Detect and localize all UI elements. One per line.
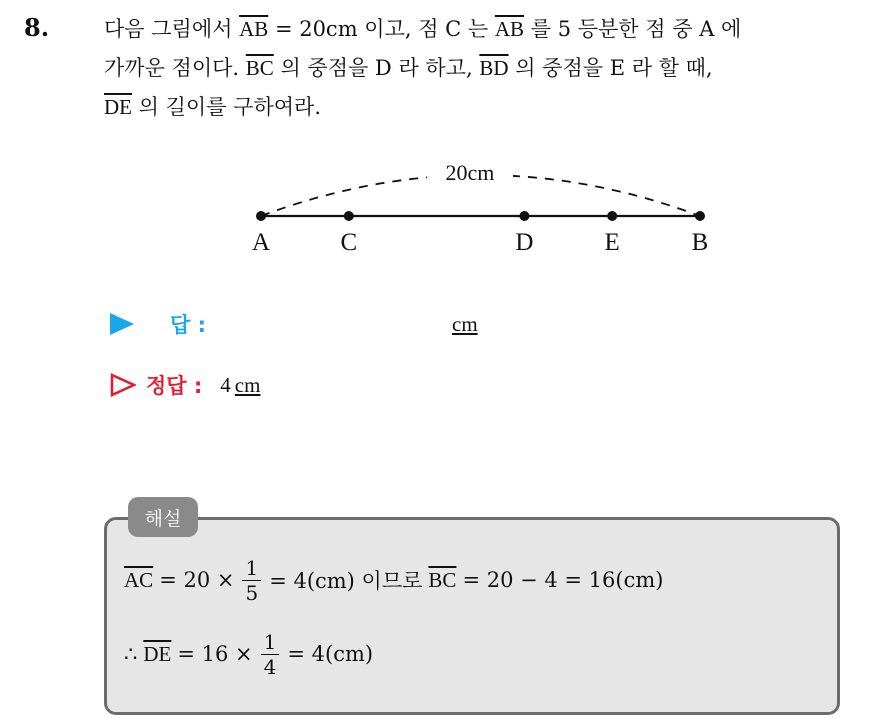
question-number: 8.	[24, 13, 50, 42]
correct-unit: cm	[234, 372, 261, 397]
question-text-part: 의 길이를 구하여라.	[132, 95, 321, 119]
correct-answer-value	[220, 373, 260, 398]
question-text-part: 가까운 점이다.	[104, 56, 246, 80]
question-text-part: 의 중점을 E 라 할 때,	[508, 56, 713, 80]
segment-figure	[0, 0, 884, 300]
segment-ab: $\overline{AB}$	[239, 17, 269, 41]
fraction-denominator: 4	[263, 654, 277, 679]
answer-row	[110, 309, 206, 339]
eq-text: = 20 − 4 = 16(cm)	[462, 568, 664, 592]
question-text-part: 의 중점을 D 라 하고,	[273, 56, 480, 80]
segment-bc: $\overline{BC}$	[245, 56, 274, 80]
fraction-numerator: 1	[242, 556, 261, 581]
correct-value: 4	[220, 372, 231, 397]
segment-bc: $\overline{BC}$	[428, 567, 457, 592]
segment-de: $\overline{DE}$	[104, 95, 132, 119]
point-b-dot	[695, 211, 705, 221]
point-d-dot	[519, 211, 529, 221]
fraction-denominator: 5	[245, 580, 259, 605]
length-label: 20cm	[445, 160, 495, 185]
segment-ac: $\overline{AC}$	[124, 567, 154, 592]
segment-ab: $\overline{AB}$	[494, 17, 525, 41]
eq-text: = 16 ×	[177, 642, 253, 666]
correct-answer-row	[110, 370, 260, 400]
outline-play-icon	[110, 373, 136, 397]
fraction-numerator: 1	[261, 630, 280, 655]
question-text-part: = 20cm 이고, 점 C 는	[268, 17, 495, 41]
explanation-line-2	[124, 622, 373, 686]
eq-text: = 4(cm) 이므로	[269, 569, 423, 593]
explanation-tab: 해설	[128, 497, 198, 537]
point-c-label: C	[340, 229, 358, 256]
point-c-dot	[344, 211, 354, 221]
question-text-part: 를 5 등분한 점 중 A 에	[524, 17, 742, 41]
point-d-label: D	[515, 229, 534, 256]
eq-text: = 4(cm)	[287, 642, 374, 666]
fraction-one-fifth	[242, 556, 261, 605]
answer-label: 답 :	[170, 313, 206, 337]
point-e-dot	[607, 211, 617, 221]
answer-blank-unit[interactable]: cm	[452, 312, 478, 336]
point-a-dot	[256, 211, 266, 221]
point-a-label: A	[251, 229, 271, 256]
question-text-part: 다음 그림에서	[104, 17, 240, 41]
segment-bd: $\overline{BD}$	[479, 56, 509, 80]
segment-de: $\overline{DE}$	[143, 641, 172, 666]
points-group	[252, 211, 708, 256]
play-icon	[110, 313, 134, 335]
point-b-label: B	[691, 229, 709, 256]
therefore-symbol: ∴	[124, 642, 138, 666]
eq-text: = 20 ×	[159, 568, 235, 592]
explanation-line-1	[124, 548, 663, 612]
point-e-label: E	[604, 229, 620, 256]
correct-answer-label: 정답 :	[146, 374, 203, 398]
fraction-one-fourth	[261, 630, 280, 679]
